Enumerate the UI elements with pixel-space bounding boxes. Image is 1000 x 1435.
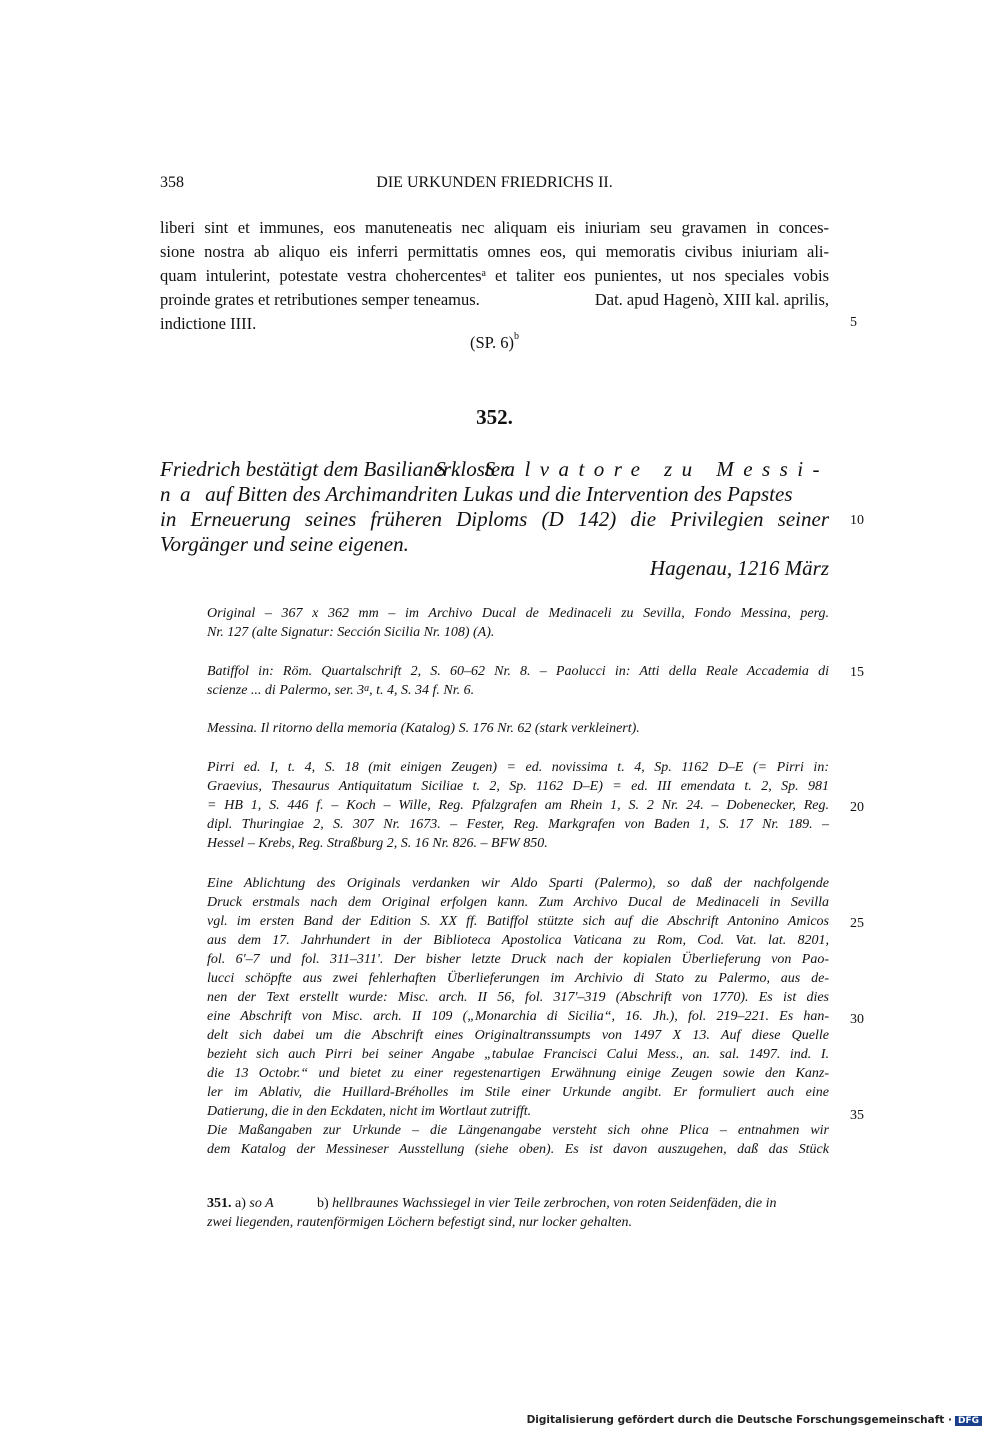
regest-spaced-name: na [160, 482, 200, 506]
body-line [160, 264, 829, 288]
apparatus-line: ler im Ablativ, die Huillard-Bréholles im Stile einer Urkunde angibt. Er formuliert auch eine [207, 1085, 829, 1100]
signature-mark [160, 333, 829, 353]
body-line [160, 288, 829, 312]
document-number: 352. [476, 405, 513, 429]
regest-line: in Erneuerung seines früheren Diploms (D 142) die Privilegien seiner [160, 507, 829, 531]
body-line: indictione IIII. [160, 314, 257, 333]
line-number: 5 [850, 315, 857, 330]
apparatus-line: Batiffol in: Röm. Quartalschrift 2, S. 60–62 Nr. 8. – Paolucci in: Atti della Reale Accademia di [207, 664, 829, 679]
line-number: 25 [850, 916, 864, 931]
apparatus-line: bezieht sich auch Pirri bei seiner Angabe „tabulae Francisci Calui Mess., an. sal. 1497. ind. I. [207, 1047, 829, 1062]
body-line: sione nostra ab aliquo eis inferri permittatis omnes eos, qui memoratis civibus iniuriam ali- [160, 242, 829, 261]
apparatus-line: delt sich dabei um die Abschrift eines Originaltranssumpts von 1497 X 13. Auf diese Quelle [207, 1028, 829, 1043]
apparatus-line: dipl. Thuringiae 2, S. 307 Nr. 1673. – Fester, Reg. Markgrafen von Baden 1, S. 17 Nr. 189. – [207, 817, 829, 832]
footnote-label: a) [235, 1196, 246, 1211]
apparatus-line: die 13 Octobr.“ und bietet zu einer regestenartigen Erwähnung einige Zeugen sowie den Kanz- [207, 1066, 829, 1081]
body-line-part: proinde grates et retributiones semper teneamus. [160, 290, 480, 309]
body-line-part: quam intulerint, potestate vestra chohercentes [160, 266, 482, 285]
footnote-text: so A [249, 1196, 274, 1211]
signature-text: (SP. 6) [469, 333, 514, 352]
regest-text: Friedrich bestätigt dem Basilianerkloster [160, 457, 509, 481]
apparatus-line: fol. 6'–7 und fol. 311–311'. Der bisher letzte Druck nach der kopialen Überlieferung von Pao- [207, 952, 829, 967]
footnote-line [207, 1194, 829, 1213]
apparatus-line: Nr. 127 (alte Signatur: Sección Sicilia Nr. 108) (A). [207, 625, 495, 640]
regest-text: auf Bitten des Archimandriten Lukas und die Intervention des Papstes [205, 482, 793, 506]
footnote-ref: 351. [207, 1196, 232, 1211]
footnote-text: zwei liegenden, rautenförmigen Löchern befestigt sind, nur locker gehalten. [207, 1215, 632, 1230]
footnote-marker: a [481, 268, 486, 279]
apparatus-line: Graevius, Thesaurus Antiquitatum Siciliae t. 2, Sp. 1162 D–E) = ed. III emendata t. 2, Sp. 981 [207, 779, 829, 794]
apparatus-line: Datierung, die in den Eckdaten, nicht im Wortlaut zutrifft. [207, 1104, 532, 1119]
line-number: 10 [850, 513, 864, 528]
credit-text: Digitalisierung gefördert durch die Deutsche Forschungsgemeinschaft · [526, 1414, 952, 1426]
footnote-marker: b [514, 331, 519, 342]
regest-spaced-name: S. Salvatore zu Messi- [435, 457, 829, 481]
apparatus-line: Druck erstmals nach dem Original erfolgen kann. Zum Archivo Ducal de Medinaceli in Sevilla [207, 895, 829, 910]
line-number: 15 [850, 665, 864, 680]
regest-line [160, 456, 829, 482]
line-number: 35 [850, 1108, 864, 1123]
place-date: Hagenau, 1216 März [649, 556, 829, 580]
footnote-b [317, 1194, 776, 1213]
apparatus-line: aus dem 17. Jahrhundert in der Biblioteca Apostolica Vaticana zu Rom, Cod. Vat. lat. 8201, [207, 933, 829, 948]
line-number: 30 [850, 1012, 864, 1027]
datum: Dat. apud Hagenò, XIII kal. aprilis, [594, 290, 829, 309]
line-number: 20 [850, 800, 864, 815]
footnote-line [207, 1213, 829, 1232]
apparatus-line: Die Maßangaben zur Urkunde – die Längenangabe versteht sich ohne Plica – entnahmen wir [207, 1123, 829, 1138]
dfg-logo: DFG [955, 1416, 982, 1426]
footnote-text: hellbraunes Wachssiegel in vier Teile zerbrochen, von roten Seidenfäden, die in [332, 1196, 777, 1211]
apparatus-line: Eine Ablichtung des Originals verdanken wir Aldo Sparti (Palermo), so daß der nachfolgende [207, 876, 829, 891]
regest-line [160, 481, 829, 507]
apparatus-line [207, 682, 829, 701]
footnote-label: b) [317, 1196, 329, 1211]
page-number: 358 [160, 174, 184, 191]
apparatus-part: , t. 4, S. 34 f. Nr. 6. [369, 683, 475, 698]
apparatus-line: Pirri ed. I, t. 4, S. 18 (mit einigen Zeugen) = ed. novissima t. 4, Sp. 1162 D–E (= Pirri in: [207, 760, 829, 775]
apparatus-line: eine Abschrift von Misc. arch. II 109 („Monarchia di Sicilia“, 16. Jh.), fol. 219–221. Es han- [207, 1009, 829, 1024]
apparatus-line: Original – 367 x 362 mm – im Archivo Ducal de Medinaceli zu Sevilla, Fondo Messina, perg. [207, 606, 829, 621]
body-line-part: et taliter eos punientes, ut nos speciales vobis [485, 266, 829, 285]
apparatus-line: = HB 1, S. 446 f. – Koch – Wille, Reg. Pfalzgrafen am Rhein 1, S. 2 Nr. 24. – Dobenecker, Reg. [207, 798, 829, 813]
apparatus-line: vgl. im ersten Band der Edition S. XX ff. Batiffol stützte sich auf die Abschrift Antonino Amicos [207, 914, 829, 929]
apparatus-line: nen der Text erstellt wurde: Misc. arch. II 56, fol. 317'–319 (Abschrift von 1770). Es ist dies [207, 990, 829, 1005]
regest-line: Vorgänger und seine eigenen. [160, 532, 409, 556]
apparatus-line: lucci schöpfte aus zwei fehlerhaften Überlieferungen im Archivio di Stato zu Palermo, aus de- [207, 971, 829, 986]
apparatus-line: Messina. Il ritorno della memoria (Katalog) S. 176 Nr. 62 (stark verkleinert). [207, 721, 640, 736]
dfg-credit [527, 1414, 982, 1426]
apparatus-part: scienze ... di Palermo, ser. 3 [207, 683, 365, 698]
running-title: DIE URKUNDEN FRIEDRICHS II. [376, 174, 613, 191]
apparatus-line: dem Katalog der Messineser Ausstellung (siehe oben). Es ist davon auszugehen, daß das Stück [207, 1142, 829, 1157]
body-line: liberi sint et immunes, eos manuteneatis nec aliquam eis iniuriam seu gravamen in conces- [160, 218, 829, 237]
apparatus-line: Hessel – Krebs, Reg. Straßburg 2, S. 16 Nr. 826. – BFW 850. [207, 836, 548, 851]
superscript: a [364, 683, 370, 694]
